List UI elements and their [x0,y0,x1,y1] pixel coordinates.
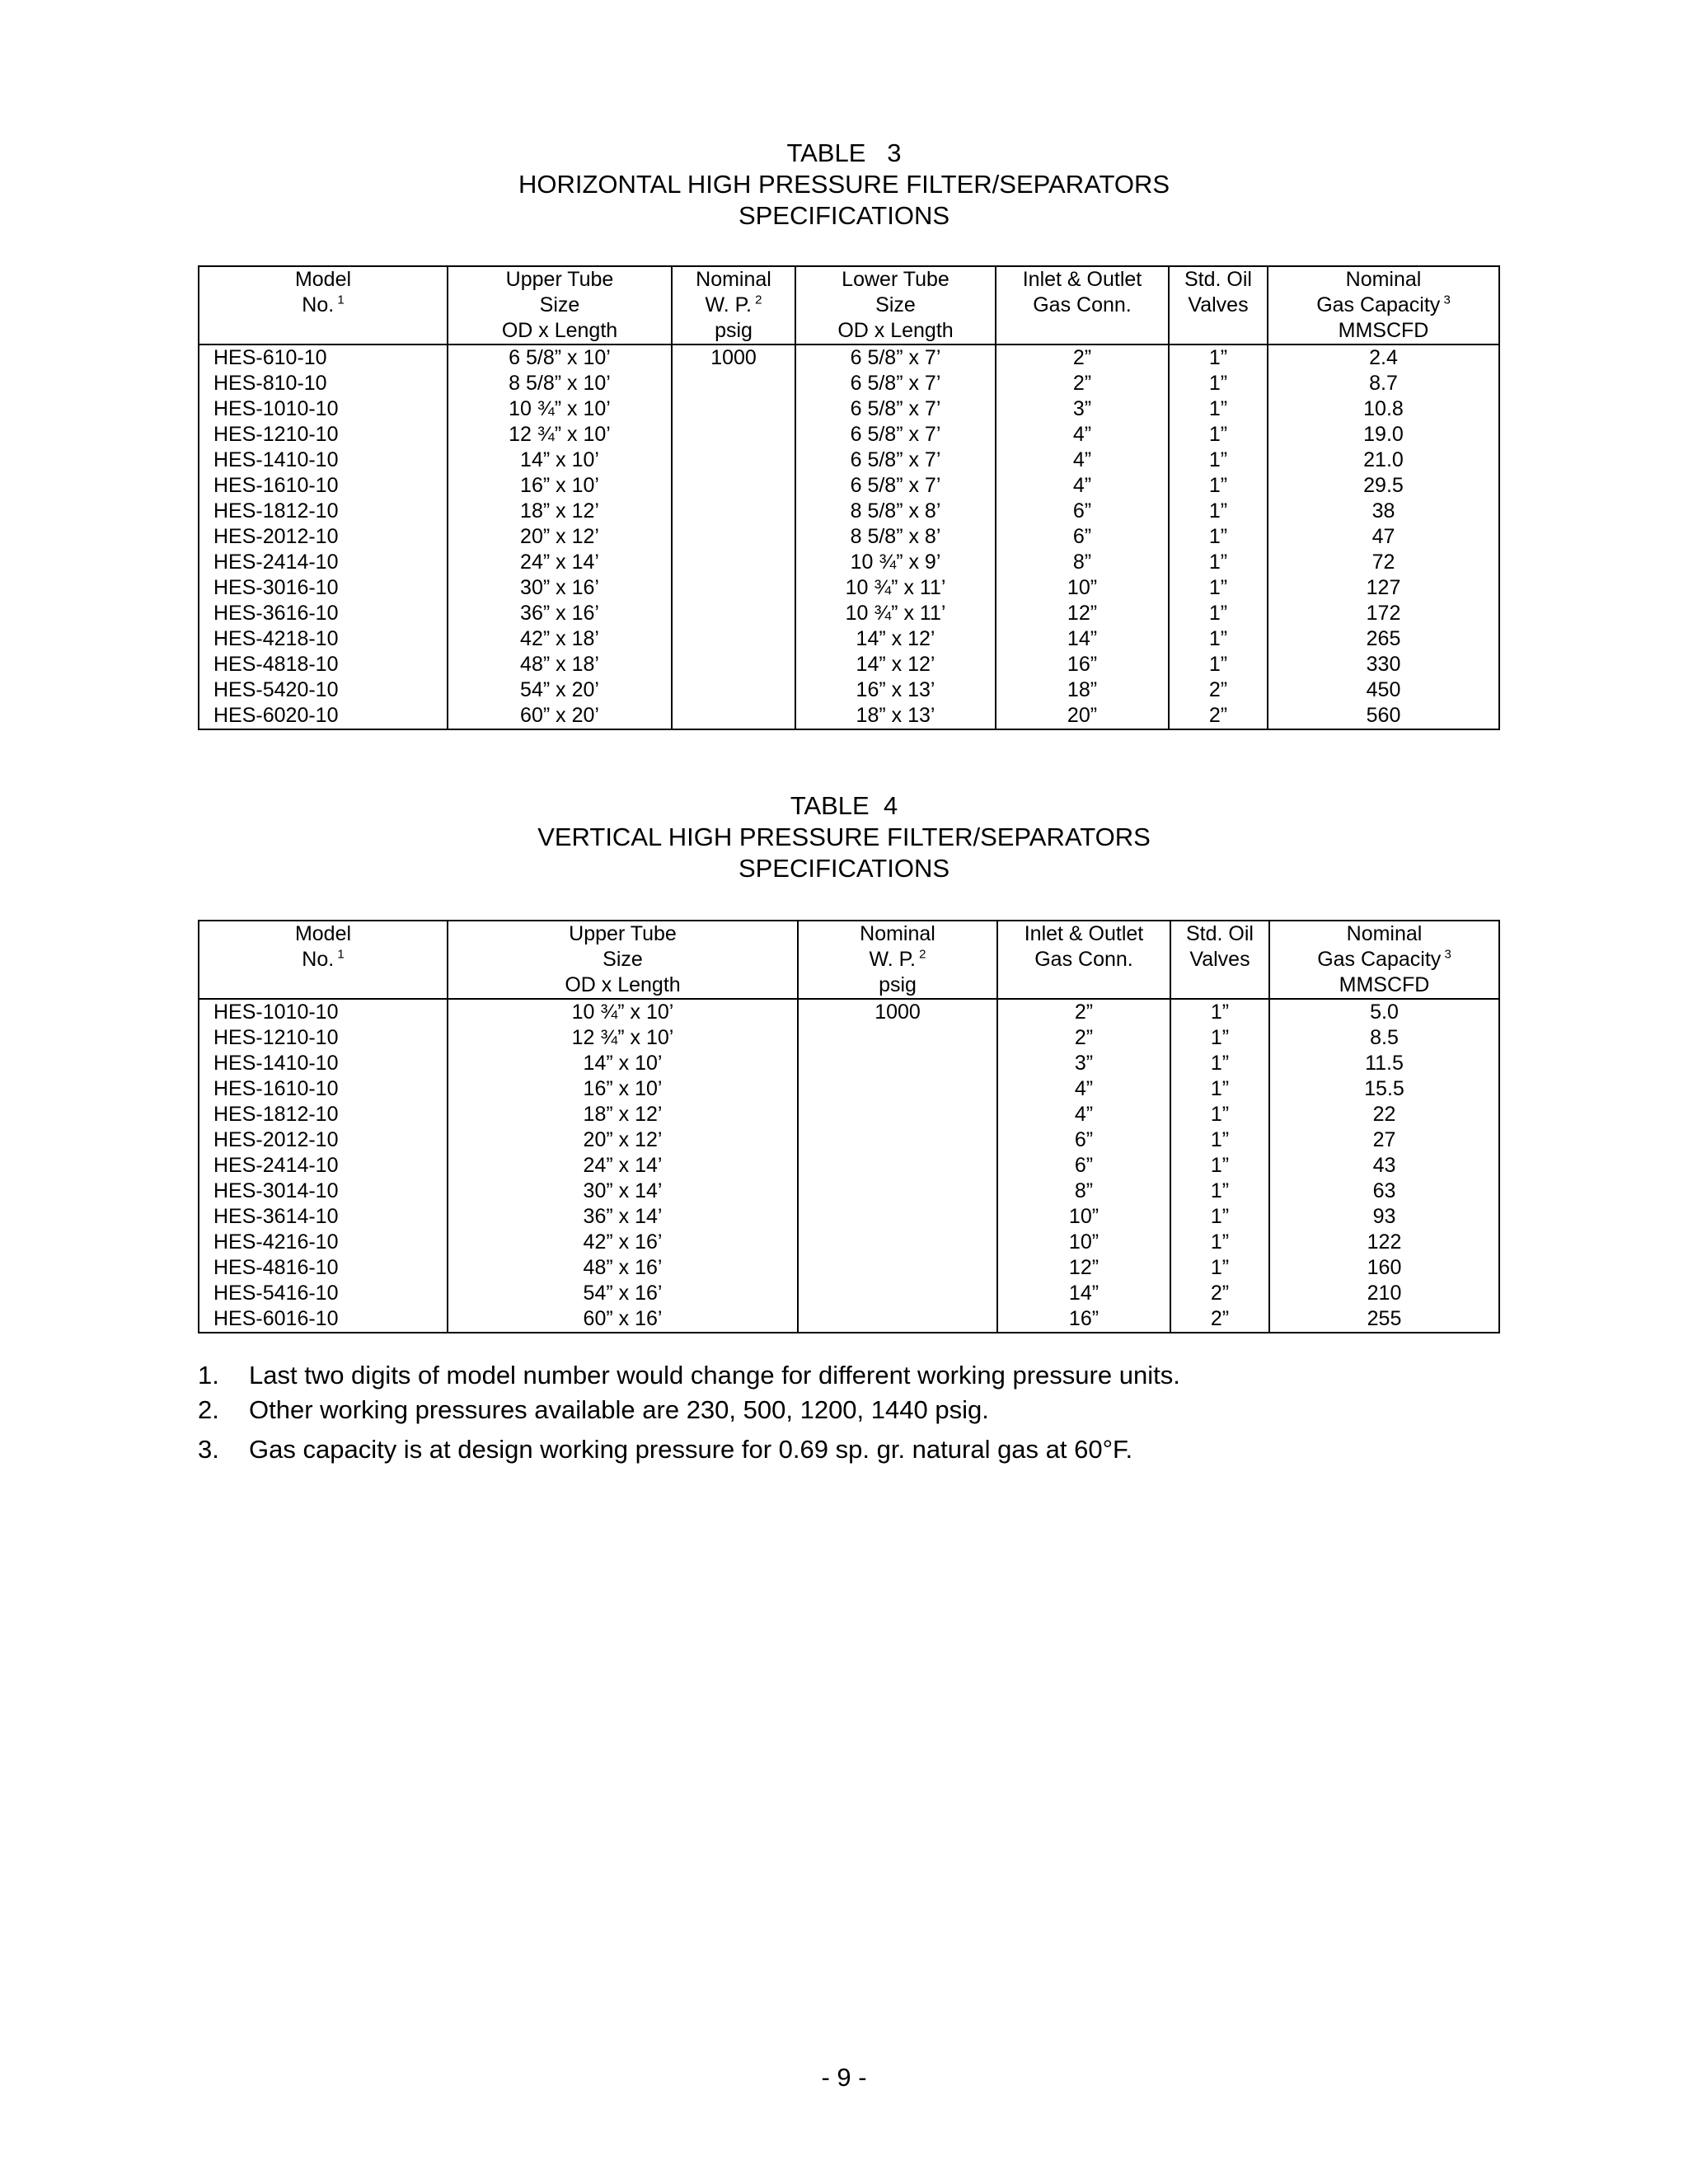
table-cell: 48” x 18’ [448,652,672,677]
table-row [199,344,1499,371]
table-cell: 10 ¾” x 11’ [795,575,996,601]
header-line: No. [302,948,335,971]
table-cell: 16” [997,1306,1170,1333]
table-cell: 47 [1268,524,1499,550]
table-cell: 6 5/8” x 7’ [795,422,996,448]
model-cell: HES-5420-10 [199,677,448,703]
model-cell: HES-3616-10 [199,601,448,626]
table-cell: 6” [996,524,1169,550]
footnote-text: Last two digits of model number would change for different working pressure units. [249,1361,1180,1390]
table-cell [798,1255,997,1281]
table-cell: 1” [1169,652,1268,677]
header-line: Gas Capacity [1317,948,1442,971]
table-cell: 1” [1169,396,1268,422]
table-row [199,703,1499,729]
table4 [198,920,1500,1333]
table-cell: 1” [1169,601,1268,626]
column-header [795,266,996,344]
table-cell: 450 [1268,677,1499,703]
column-header [1268,266,1499,344]
table-cell: 6” [997,1153,1170,1179]
table-cell: 42” x 16’ [448,1230,798,1255]
table-cell: 2” [1170,1306,1269,1333]
model-cell: HES-5416-10 [199,1281,448,1306]
table-cell: 27 [1269,1127,1499,1153]
table-cell: 6 5/8” x 10’ [448,344,672,371]
column-header [997,921,1170,999]
table-cell: 16” [996,652,1169,677]
header-line: OD x Length [565,973,681,996]
table-cell: 330 [1268,652,1499,677]
model-cell: HES-4216-10 [199,1230,448,1255]
table-cell: 30” x 16’ [448,575,672,601]
table3-subheading: SPECIFICATIONS [738,201,950,230]
footnote-2 [198,1395,989,1425]
model-cell: HES-1010-10 [199,396,448,422]
table-cell [798,1306,997,1333]
model-cell: HES-1610-10 [199,1076,448,1102]
table-row [199,1306,1499,1333]
table-cell: 8 5/8” x 10’ [448,371,672,396]
table-cell: 1” [1170,1127,1269,1153]
model-cell: HES-2012-10 [199,524,448,550]
table-cell: 1” [1169,422,1268,448]
table-row [199,1051,1499,1076]
table-cell: 10 ¾” x 9’ [795,550,996,575]
table-cell: 14” x 12’ [795,652,996,677]
model-cell: HES-3014-10 [199,1179,448,1204]
header-line: psig [715,319,753,342]
model-cell: HES-2414-10 [199,1153,448,1179]
model-cell: HES-1210-10 [199,422,448,448]
table-cell: 12 ¾” x 10’ [448,422,672,448]
table-cell [672,677,795,703]
column-header [1170,921,1269,999]
table-cell: 8.5 [1269,1025,1499,1051]
table-cell: 30” x 14’ [448,1179,798,1204]
table-cell: 1” [1169,524,1268,550]
table-row [199,999,1499,1025]
table-cell: 4” [997,1102,1170,1127]
table-cell: 1” [1170,1102,1269,1127]
table-cell: 1” [1170,1025,1269,1051]
table-cell: 2” [996,371,1169,396]
table-cell: 8.7 [1268,371,1499,396]
table-cell: 160 [1269,1255,1499,1281]
table-row [199,1179,1499,1204]
table4-label: TABLE 4 [790,791,898,820]
model-cell: HES-1010-10 [199,999,448,1025]
footnote-number: 1. [198,1361,219,1390]
table-cell [672,703,795,729]
table-cell: 2” [1170,1281,1269,1306]
table-row [199,1025,1499,1051]
table-cell [798,1179,997,1204]
header-line: No. [302,293,335,316]
table-cell: 18” [996,677,1169,703]
model-cell: HES-1210-10 [199,1025,448,1051]
header-line: Gas Conn. [1033,293,1132,316]
table-cell: 18” x 12’ [448,499,672,524]
table-row [199,448,1499,473]
table-cell: 1000 [672,344,795,371]
table3-heading: HORIZONTAL HIGH PRESSURE FILTER/SEPARATORS [518,170,1170,199]
header-line: Upper Tube [569,922,677,945]
table-row [199,1230,1499,1255]
header-line: MMSCFD [1338,319,1429,342]
table-cell: 60” x 16’ [448,1306,798,1333]
table-cell [672,499,795,524]
table-cell: 24” x 14’ [448,550,672,575]
table-cell: 172 [1268,601,1499,626]
table-cell: 1” [1170,1051,1269,1076]
table-cell: 1” [1169,344,1268,371]
table-cell: 8 5/8” x 8’ [795,524,996,550]
table-cell: 1” [1170,999,1269,1025]
table4-title [0,790,1688,884]
table-cell: 1” [1169,575,1268,601]
table-cell: 4” [997,1076,1170,1102]
table-cell: 93 [1269,1204,1499,1230]
table-cell: 1” [1169,499,1268,524]
table-cell: 1000 [798,999,997,1025]
table-cell: 560 [1268,703,1499,729]
table-cell: 16” x 13’ [795,677,996,703]
table-cell: 1” [1169,626,1268,652]
table-cell: 16” x 10’ [448,473,672,499]
column-header [996,266,1169,344]
model-cell: HES-3614-10 [199,1204,448,1230]
table-cell: 16” x 10’ [448,1076,798,1102]
header-line: Model [294,922,352,945]
column-header [448,266,672,344]
table-cell [672,652,795,677]
table-cell: 2” [997,999,1170,1025]
table-cell: 54” x 20’ [448,677,672,703]
table-cell: 18” x 13’ [795,703,996,729]
table-cell: 4” [996,448,1169,473]
model-cell: HES-1610-10 [199,473,448,499]
table-cell [798,1025,997,1051]
table-cell: 122 [1269,1230,1499,1255]
table-cell: 20” x 12’ [448,524,672,550]
header-line [1176,972,1264,998]
table-cell [798,1230,997,1255]
table-cell: 3” [997,1051,1170,1076]
table-cell: 1” [1169,550,1268,575]
header-line: Valves [1188,293,1249,316]
footnote-ref: 3 [1444,947,1451,962]
table-cell: 210 [1269,1281,1499,1306]
table-cell: 1” [1170,1255,1269,1281]
table-cell: 18” x 12’ [448,1102,798,1127]
table-cell: 10 ¾” x 10’ [448,396,672,422]
footnote-ref: 1 [337,293,345,307]
table-row [199,626,1499,652]
header-line: Gas Conn. [1034,948,1133,971]
column-header [199,921,448,999]
header-line: W. P. [869,948,916,971]
table-cell: 2” [1169,677,1268,703]
table-cell: 14” x 10’ [448,448,672,473]
footnote-number: 3. [198,1435,219,1464]
table-cell: 72 [1268,550,1499,575]
header-line: Inlet & Outlet [1022,268,1142,291]
table-cell: 10 ¾” x 11’ [795,601,996,626]
table-row [199,575,1499,601]
table-cell [798,1102,997,1127]
table-cell [798,1076,997,1102]
table-cell: 24” x 14’ [448,1153,798,1179]
model-cell: HES-2414-10 [199,550,448,575]
table-row [199,677,1499,703]
column-header [448,921,798,999]
table-cell: 1” [1170,1230,1269,1255]
header-line: Nominal [696,268,771,291]
table-cell: 63 [1269,1179,1499,1204]
column-header [672,266,795,344]
table-cell: 265 [1268,626,1499,652]
table-row [199,1102,1499,1127]
model-cell: HES-1410-10 [199,1051,448,1076]
table-row [199,1127,1499,1153]
header-line: Std. Oil [1186,922,1254,945]
table-cell: 12 ¾” x 10’ [448,1025,798,1051]
header-line: Nominal [1346,922,1423,945]
page-number: - 9 - [821,2063,867,2092]
table-cell: 6 5/8” x 7’ [795,371,996,396]
table-cell: 6 5/8” x 7’ [795,473,996,499]
header-line: Model [294,268,352,291]
header-line: Nominal [860,922,935,945]
table-row [199,1255,1499,1281]
table-cell: 60” x 20’ [448,703,672,729]
table-cell [672,473,795,499]
table-cell [798,1153,997,1179]
model-cell: HES-810-10 [199,371,448,396]
model-cell: HES-4818-10 [199,652,448,677]
table-cell: 6 5/8” x 7’ [795,396,996,422]
table-cell: 20” x 12’ [448,1127,798,1153]
table-row [199,396,1499,422]
table-row [199,422,1499,448]
table-cell: 1” [1169,448,1268,473]
table-cell: 12” [996,601,1169,626]
footnote-ref: 1 [337,947,345,962]
header-line [204,972,442,998]
table-cell [672,524,795,550]
table-row [199,524,1499,550]
table-cell: 1” [1169,371,1268,396]
table-cell: 11.5 [1269,1051,1499,1076]
table-cell: 10 ¾” x 10’ [448,999,798,1025]
header-line [1003,972,1165,998]
model-cell: HES-4816-10 [199,1255,448,1281]
header-line: W. P. [705,293,752,316]
table-cell [798,1127,997,1153]
column-header [798,921,997,999]
table-cell: 42” x 18’ [448,626,672,652]
table-row [199,1281,1499,1306]
header-line: Size [603,948,643,971]
table-row [199,499,1499,524]
table-cell: 1” [1169,473,1268,499]
header-row [199,921,1499,999]
table-row [199,1076,1499,1102]
table-cell: 127 [1268,575,1499,601]
table-cell: 12” [997,1255,1170,1281]
table-cell [672,550,795,575]
header-line: MMSCFD [1339,973,1430,996]
table-cell: 14” [996,626,1169,652]
table-cell: 1” [1170,1153,1269,1179]
model-cell: HES-1812-10 [199,499,448,524]
table-cell: 15.5 [1269,1076,1499,1102]
footnote-text: Gas capacity is at design working pressure for 0.69 sp. gr. natural gas at 60°F. [249,1435,1133,1464]
table-cell: 38 [1268,499,1499,524]
header-line: Nominal [1345,268,1422,291]
table-cell [672,575,795,601]
header-line: Upper Tube [505,268,614,291]
table-cell [672,371,795,396]
table-cell [672,396,795,422]
table-cell: 2” [997,1025,1170,1051]
table-cell [672,422,795,448]
table-cell: 19.0 [1268,422,1499,448]
table-cell: 5.0 [1269,999,1499,1025]
table-cell: 10.8 [1268,396,1499,422]
table-cell: 14” x 10’ [448,1051,798,1076]
table-cell: 36” x 16’ [448,601,672,626]
table-cell: 6” [996,499,1169,524]
table-cell [672,626,795,652]
table-cell: 1” [1170,1076,1269,1102]
footnote-ref: 3 [1443,293,1451,307]
footnote-ref: 2 [755,293,762,307]
table-cell: 6 5/8” x 7’ [795,344,996,371]
footnote-text: Other working pressures available are 230, 500, 1200, 1440 psig. [249,1395,989,1424]
table-cell: 2.4 [1268,344,1499,371]
table-cell: 14” x 12’ [795,626,996,652]
table-cell: 48” x 16’ [448,1255,798,1281]
column-header [1269,921,1499,999]
table-cell: 2” [1169,703,1268,729]
table-cell [672,601,795,626]
table3-label: TABLE 3 [786,138,902,167]
model-cell: HES-610-10 [199,344,448,371]
table-row [199,473,1499,499]
model-cell: HES-6016-10 [199,1306,448,1333]
model-cell: HES-6020-10 [199,703,448,729]
header-row [199,266,1499,344]
footnote-number: 2. [198,1395,219,1424]
table-cell [672,448,795,473]
table-cell: 14” [997,1281,1170,1306]
header-line: Std. Oil [1184,268,1252,291]
header-line: Inlet & Outlet [1024,922,1144,945]
table-row [199,1204,1499,1230]
table-cell: 43 [1269,1153,1499,1179]
table-cell: 54” x 16’ [448,1281,798,1306]
table-cell: 6” [997,1127,1170,1153]
table-cell: 29.5 [1268,473,1499,499]
table-cell: 2” [996,344,1169,371]
model-cell: HES-2012-10 [199,1127,448,1153]
table-cell [798,1051,997,1076]
table-cell: 4” [996,422,1169,448]
table-cell: 36” x 14’ [448,1204,798,1230]
table-cell: 10” [997,1204,1170,1230]
header-line: OD x Length [501,319,618,342]
model-cell: HES-1410-10 [199,448,448,473]
header-line: Lower Tube [842,268,950,291]
footnote-3 [198,1435,1132,1465]
table4-heading: VERTICAL HIGH PRESSURE FILTER/SEPARATORS [537,823,1151,851]
table-cell: 10” [997,1230,1170,1255]
table-cell: 6 5/8” x 7’ [795,448,996,473]
table-row [199,1153,1499,1179]
header-line: Size [539,293,580,316]
table-row [199,550,1499,575]
column-header [199,266,448,344]
model-cell: HES-1812-10 [199,1102,448,1127]
header-line [1175,318,1262,344]
table-cell: 8” [996,550,1169,575]
header-line: OD x Length [837,319,954,342]
header-line: Valves [1189,948,1250,971]
table-cell: 21.0 [1268,448,1499,473]
table-cell: 8” [997,1179,1170,1204]
model-cell: HES-4218-10 [199,626,448,652]
header-line [1001,318,1163,344]
table-cell: 22 [1269,1102,1499,1127]
table3-title [0,138,1688,232]
footnote-1 [198,1361,1180,1390]
table-row [199,371,1499,396]
column-header [1169,266,1268,344]
table-cell: 1” [1170,1204,1269,1230]
table3 [198,265,1500,730]
table-row [199,652,1499,677]
table-cell [798,1281,997,1306]
table-cell: 8 5/8” x 8’ [795,499,996,524]
table-cell [798,1204,997,1230]
table4-subheading: SPECIFICATIONS [738,854,950,883]
table-cell: 3” [996,396,1169,422]
header-line: Gas Capacity [1316,293,1441,316]
table-cell: 255 [1269,1306,1499,1333]
header-line: psig [879,973,917,996]
footnote-ref: 2 [919,947,926,962]
header-line [204,318,442,344]
table-cell: 10” [996,575,1169,601]
header-line: Size [875,293,916,316]
table-row [199,601,1499,626]
table-cell: 4” [996,473,1169,499]
model-cell: HES-3016-10 [199,575,448,601]
table-cell: 20” [996,703,1169,729]
table-cell: 1” [1170,1179,1269,1204]
